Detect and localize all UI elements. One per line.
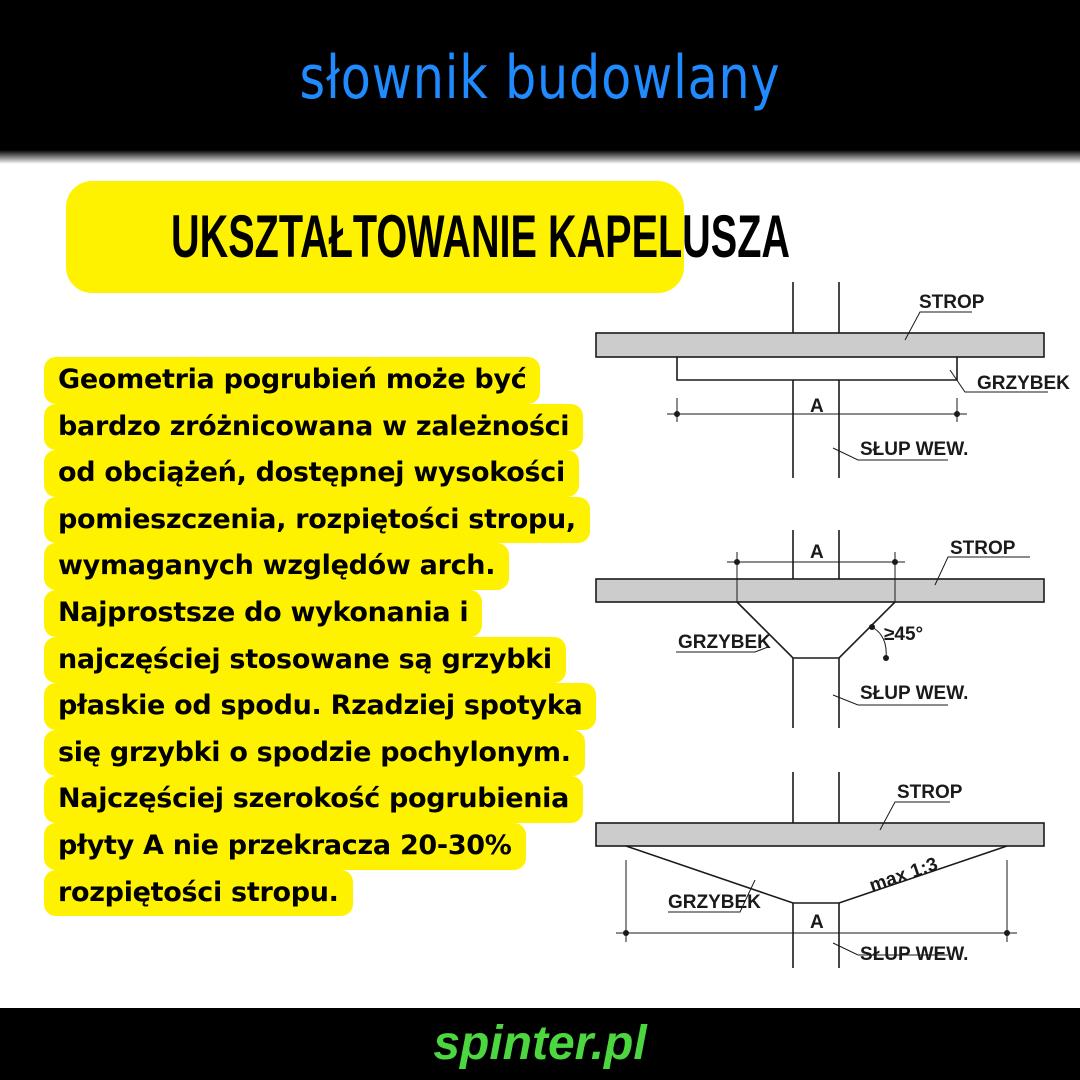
- strop-label: STROP: [919, 292, 985, 313]
- description-line: płyty A nie przekracza 20-30%: [44, 823, 526, 870]
- description-line: bardzo zróżnicowana w zależności: [44, 404, 583, 451]
- slup-label: SŁUP WEW.: [860, 439, 969, 460]
- angle-label: ≥45°: [884, 624, 924, 645]
- description-line: wymaganych względów arch.: [44, 543, 509, 590]
- grzybek-label: GRZYBEK: [678, 632, 771, 653]
- page-title: słownik budowlany: [299, 43, 781, 113]
- description-line: rozpiętości stropu.: [44, 870, 353, 917]
- footer-bar: [0, 1008, 1080, 1080]
- slup-label: SŁUP WEW.: [860, 683, 969, 704]
- description-line: płaskie od spodu. Rzadziej spotyka: [44, 683, 596, 730]
- grzybek-label: GRZYBEK: [977, 373, 1070, 394]
- cross-section-diagrams: [590, 275, 1070, 985]
- description-line: Najczęściej szerokość pogrubienia: [44, 776, 583, 823]
- strop-label: STROP: [950, 538, 1016, 559]
- slab: [596, 333, 1044, 357]
- description-line: pomieszczenia, rozpiętości stropu,: [44, 497, 590, 544]
- description-line: od obciążeń, dostępnej wysokości: [44, 450, 579, 497]
- description-line: Najprostsze do wykonania i: [44, 590, 482, 637]
- brand-link[interactable]: spinter.pl: [433, 1017, 647, 1070]
- topic-title: UKSZTAŁTOWANIE KAPELUSZA: [171, 203, 790, 270]
- dimension-a-label: A: [810, 542, 824, 563]
- diagram-wide-drop-panel: [596, 772, 1044, 968]
- strop-label: STROP: [897, 782, 963, 803]
- dimension-a-label: A: [810, 396, 824, 417]
- description-line: Geometria pogrubień może być: [44, 357, 540, 404]
- grzybek-label: GRZYBEK: [668, 892, 761, 913]
- description-line: się grzybki o spodzie pochylonym.: [44, 730, 585, 777]
- slup-label: SŁUP WEW.: [860, 944, 969, 965]
- header-fade: [0, 150, 1080, 164]
- slab: [596, 823, 1044, 846]
- drop-panel: [677, 357, 957, 380]
- description-text: [44, 357, 654, 916]
- slope-label: max 1:3: [866, 853, 941, 897]
- description-line: najczęściej stosowane są grzybki: [44, 637, 566, 684]
- slab: [596, 579, 1044, 602]
- dimension-a-label: A: [810, 912, 824, 933]
